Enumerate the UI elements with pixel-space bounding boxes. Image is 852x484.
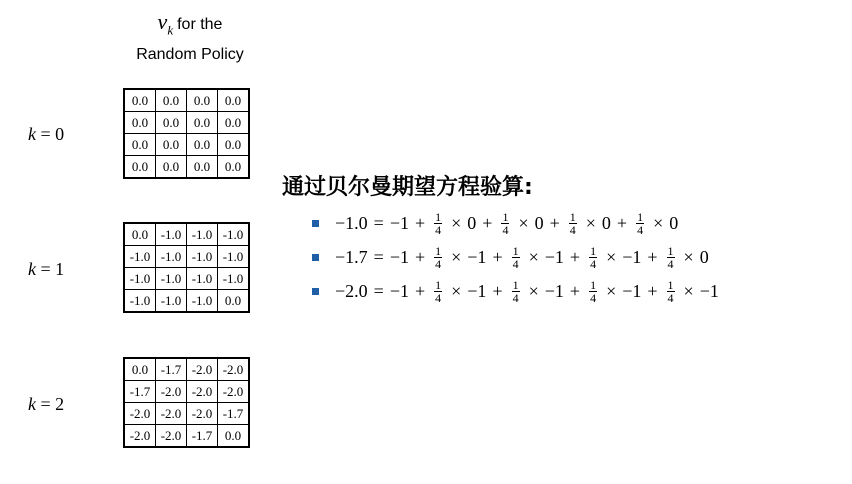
grid-cell: 0.0 (218, 89, 250, 112)
value-grid-k0 (123, 88, 250, 179)
grid-cell: 0.0 (124, 112, 156, 134)
fraction: $\frac{1}{4}$ (590, 277, 597, 305)
grid-cell: -2.0 (218, 381, 250, 403)
title-line1-text: for the (177, 16, 223, 33)
grid-cell: 0.0 (124, 156, 156, 179)
grid-cell: -1.0 (187, 290, 218, 313)
grid-cell: -1.0 (218, 246, 250, 268)
vk-symbol: $v_k$ (157, 9, 174, 38)
grid-cell: 0.0 (218, 425, 250, 448)
fraction: $\frac{1}{4}$ (637, 209, 644, 237)
equation-lhs: −2.0 (335, 280, 368, 301)
grid-row (124, 156, 249, 179)
value-grid-k2 (123, 357, 250, 448)
grid-cell: 0.0 (218, 112, 250, 134)
grid-cell: -1.0 (156, 246, 187, 268)
grid-cell: 0.0 (187, 112, 218, 134)
equation-reward: −1 (389, 280, 409, 301)
k0-label: k = 0 (28, 124, 65, 144)
neighbor-value: 0 (669, 212, 679, 233)
grid-cell: 0.0 (156, 112, 187, 134)
grid-row (124, 223, 249, 246)
grid-cell: -1.0 (218, 223, 250, 246)
equation-lhs: −1.0 (335, 212, 368, 233)
fraction: $\frac{1}{4}$ (569, 209, 576, 237)
equation-item: −1.7 = −1 + $\frac{1}{4}$ × −1 + $\frac{1}{4}$ × −1 + $\frac{1}{4}$ × −1 + $\frac{1}{4}$ × 0 (312, 240, 719, 274)
fraction: $\frac{1}{4}$ (502, 209, 509, 237)
grid-cell: -2.0 (156, 425, 187, 448)
neighbor-value: −1 (622, 280, 642, 301)
fraction: $\frac{1}{4}$ (435, 243, 442, 271)
grid-cell: -2.0 (124, 403, 156, 425)
grid-cell: 0.0 (156, 89, 187, 112)
grid-cell: -1.0 (124, 268, 156, 290)
neighbor-value: −1 (467, 280, 487, 301)
equation-lhs: −1.7 (335, 246, 368, 267)
grid-cell: 0.0 (124, 89, 156, 112)
grid-cell: -2.0 (187, 358, 218, 381)
title-line2-text: Random Policy (136, 46, 244, 64)
grid-cell: 0.0 (218, 134, 250, 156)
neighbor-value: 0 (534, 212, 544, 233)
fraction: $\frac{1}{4}$ (512, 277, 519, 305)
grid-cell: -1.0 (124, 290, 156, 313)
grid-cell: -2.0 (124, 425, 156, 448)
grid-cell: -1.7 (124, 381, 156, 403)
bullet-icon (312, 220, 319, 227)
grid-cell: 0.0 (218, 290, 250, 313)
grid-row (124, 89, 249, 112)
grid-cell: 0.0 (124, 223, 156, 246)
grid-cell: -2.0 (187, 381, 218, 403)
grid-cell: -1.0 (187, 223, 218, 246)
neighbor-value: −1 (544, 280, 564, 301)
neighbor-value: −1 (467, 246, 487, 267)
grid-cell: -1.0 (156, 290, 187, 313)
grid-row (124, 290, 249, 313)
grid-row (124, 268, 249, 290)
neighbor-value: 0 (601, 212, 611, 233)
grid-cell: -2.0 (187, 403, 218, 425)
grid-row (124, 381, 249, 403)
bullet-icon (312, 254, 319, 261)
k2-label: k = 2 (28, 394, 65, 414)
fraction: $\frac{1}{4}$ (667, 243, 674, 271)
grid-cell: -2.0 (156, 403, 187, 425)
neighbor-value: −1 (699, 280, 719, 301)
grid-cell: -1.7 (218, 403, 250, 425)
equation-reward: −1 (389, 212, 409, 233)
fraction: $\frac{1}{4}$ (512, 243, 519, 271)
equation-list (312, 206, 719, 308)
fraction: $\frac{1}{4}$ (435, 277, 442, 305)
grid-cell: -1.0 (156, 223, 187, 246)
grid-row (124, 403, 249, 425)
grid-cell: -1.0 (156, 268, 187, 290)
grid-cell: 0.0 (187, 134, 218, 156)
value-function-title (110, 10, 270, 68)
grid-row (124, 425, 249, 448)
neighbor-value: −1 (544, 246, 564, 267)
fraction: $\frac{1}{4}$ (667, 277, 674, 305)
grid-cell: -1.7 (187, 425, 218, 448)
grid-row (124, 246, 249, 268)
grid-cell: -1.0 (124, 246, 156, 268)
neighbor-value: −1 (622, 246, 642, 267)
k1-label: k = 1 (28, 259, 65, 279)
equation-item: −2.0 = −1 + $\frac{1}{4}$ × −1 + $\frac{1}{4}$ × −1 + $\frac{1}{4}$ × −1 + $\frac{1}{4}$ × −1 (312, 274, 719, 308)
bullet-icon (312, 288, 319, 295)
neighbor-value: 0 (699, 246, 709, 267)
neighbor-value: 0 (467, 212, 477, 233)
grid-cell: -1.0 (187, 268, 218, 290)
grid-cell: 0.0 (218, 156, 250, 179)
equation-reward: −1 (389, 246, 409, 267)
bellman-verification-heading: 通过贝尔曼期望方程验算: (282, 175, 533, 200)
equation-item: −1.0 = −1 + $\frac{1}{4}$ × 0 + $\frac{1}{4}$ × 0 + $\frac{1}{4}$ × 0 + $\frac{1}{4}$ × 0 (312, 206, 719, 240)
fraction: $\frac{1}{4}$ (435, 209, 442, 237)
grid-cell: 0.0 (187, 89, 218, 112)
grid-row (124, 358, 249, 381)
grid-cell: -1.7 (156, 358, 187, 381)
grid-cell: 0.0 (187, 156, 218, 179)
grid-cell: 0.0 (124, 134, 156, 156)
fraction: $\frac{1}{4}$ (590, 243, 597, 271)
grid-cell: 0.0 (156, 156, 187, 179)
value-grid-k1 (123, 222, 250, 313)
grid-cell: -1.0 (187, 246, 218, 268)
grid-cell: -1.0 (218, 268, 250, 290)
grid-cell: 0.0 (124, 358, 156, 381)
grid-row (124, 134, 249, 156)
grid-cell: -2.0 (156, 381, 187, 403)
grid-cell: 0.0 (156, 134, 187, 156)
grid-cell: -2.0 (218, 358, 250, 381)
grid-row (124, 112, 249, 134)
